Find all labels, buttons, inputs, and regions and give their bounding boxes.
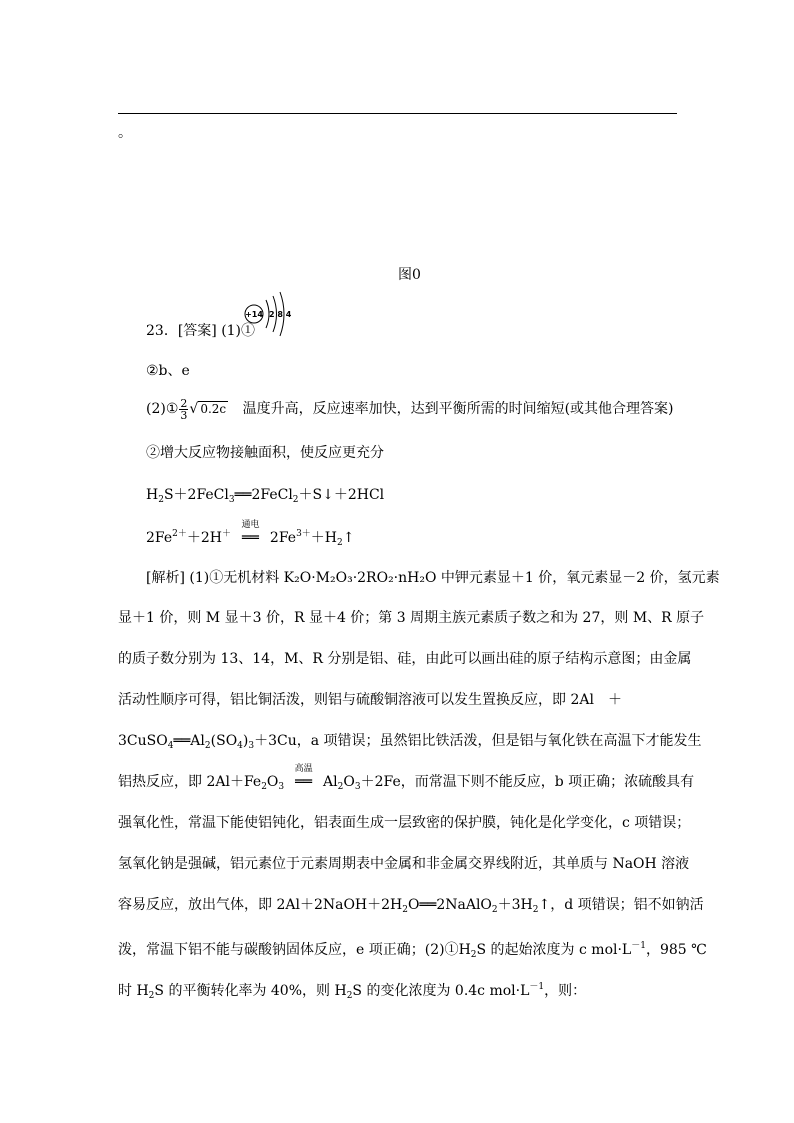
analysis-line-7: 氢氧化钠是强碱，铝元素位于元素周期表中金属和非金属交界线附近，其单质与 NaOH 溶液 [118,856,690,872]
analysis-line-2: 显＋1 价，则 M 显＋3 价，R 显＋4 价；第 3 周期主族元素质子数之和为 27，则 M、R 原子 [118,610,705,626]
answer-line-4: ②增大反应物接触面积，使反应更充分 [146,445,384,461]
sqrt-radicand: 0.2c [200,402,227,416]
analysis-line-3: 的质子数分别为 13、14，M、R 分别是铝、硅，由此可以画出硅的原子结构示意图；由金属 [118,651,692,667]
top-period: 。 [118,125,132,141]
sqrt-sign: √ [189,401,199,417]
answer-heading: 23．[答案] (1)① [146,323,256,339]
analysis-line-1: [解析] (1)①无机材料 K₂O·M₂O₃·2RO₂·nH₂O 中钾元素显＋1 价，氧元素显－2 价，氢元素 [146,570,720,586]
answer-line-3-prefix: (2)① [146,401,179,417]
eq-condition-high-temp: 高温 [294,764,313,774]
atom-shells: 2 8 4 [269,310,292,319]
figure-label: 图0 [398,267,421,283]
analysis-line-5b: 铝热反应，即 $2Al+Fe_2O_3$ 高温 ══ $Al_2O_3+2Fe$，而常温下则不能反应，b 项正确；浓硫酸具有 [118,772,678,792]
answer-line-3-text: 温度升高，反应速率加快，达到平衡所需的时间缩短(或其他合理答案) [242,401,674,417]
answer-line-2: ②b、e [146,363,190,379]
analysis-line-9: 泼，常温下铝不能与碳酸钠固体反应，e 项正确；$(2)①H_2S$ 的起始浓度为 c $mol\cdot L^{-1}$，985 ℃ [118,941,707,960]
atom-nucleus: +14 [245,310,263,319]
analysis-line-5: $3CuSO_4══Al_2(SO_4)_3+3Cu$，a 项错误；虽然铝比铁活泼，但是铝与氧化铁在高温下才能发生 [118,733,702,751]
fraction-two-thirds: $\frac{2}{3}$ [180,396,188,422]
answer-line-3 [146,395,674,423]
equation-h2s-fecl3: $H_2S+2FeCl_3══2FeCl_2+S↓+2HCl$ [146,487,385,505]
eq-condition-electrolysis: 通电 [241,520,260,530]
analysis-line-8: 容易反应，放出气体，即 $2Al+2NaOH+2H_2O══2NaAlO_2+3H_2↑$，d 项错误；铝不如钠活 [118,897,704,915]
top-divider [118,113,677,114]
equation-electrolysis: $2Fe^{2+}+2H^+$ 通电 ══ $2Fe^{3+}+H_2↑$ [146,526,354,548]
analysis-line-6: 强氧化性，常温下能使铝钝化，铝表面生成一层致密的保护膜，钝化是化学变化，c 项错误； [118,815,691,831]
analysis-line-4: 活动性顺序可得，铝比铜活泼，则铝与硫酸铜溶液可以发生置换反应，即 2Al ＋ [118,692,622,708]
silicon-atom-diagram [242,288,292,338]
analysis-line-10: 时 $H_2S$ 的平衡转化率为 40%，则 $H_2S$ 的变化浓度为 0.4c $mol\cdot L^{-1}$，则： [118,982,587,1001]
